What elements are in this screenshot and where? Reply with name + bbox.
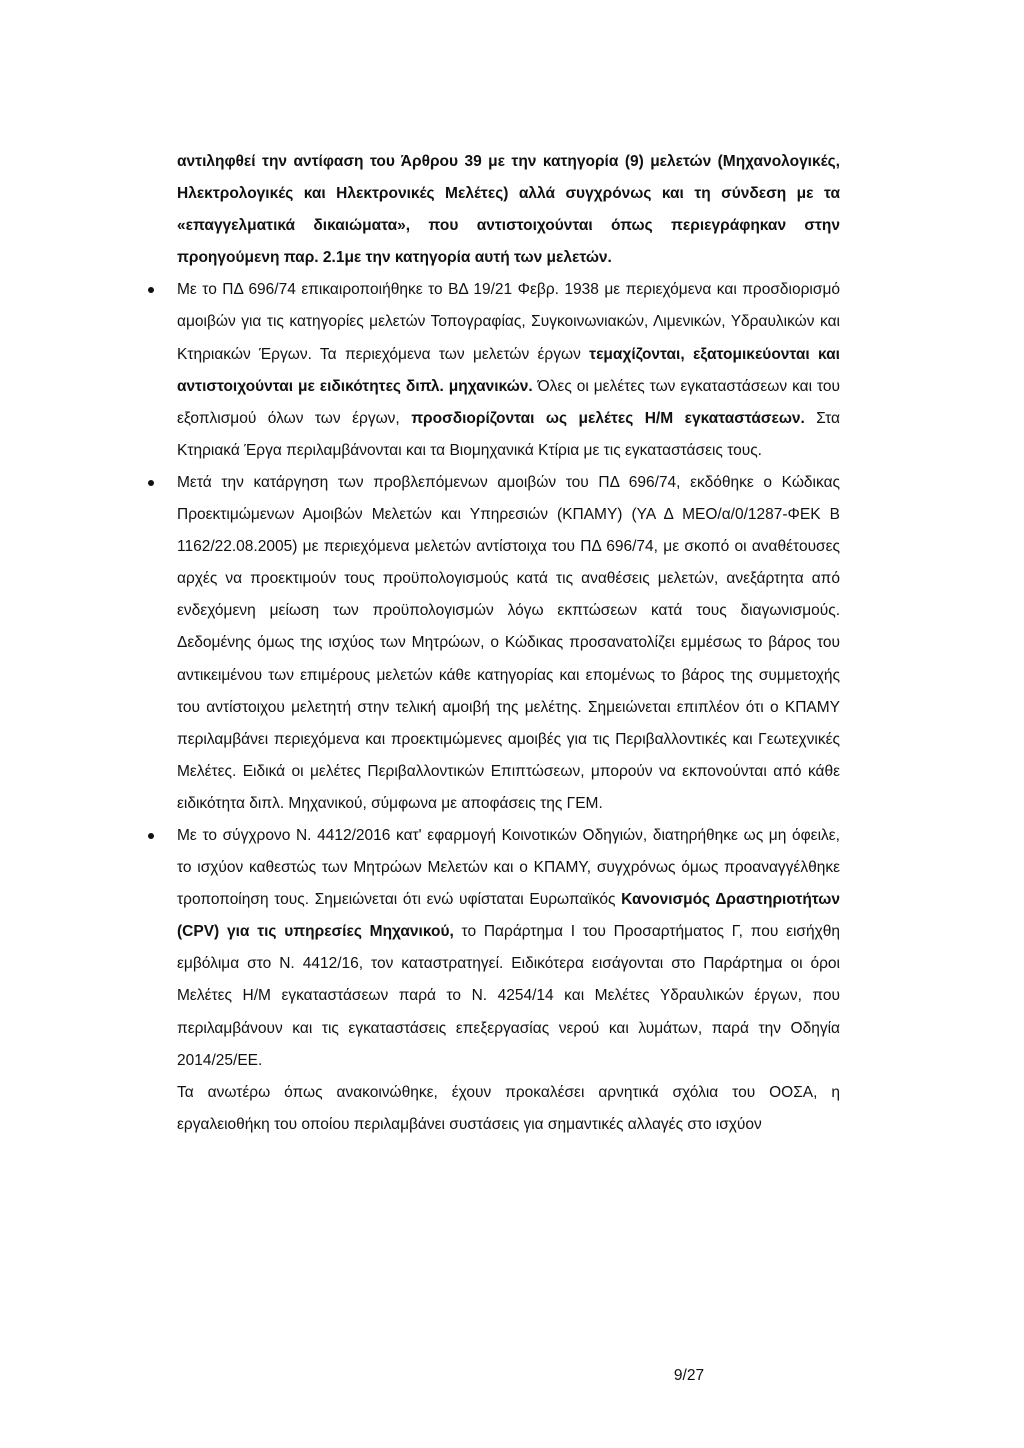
closing-paragraph [177, 1077, 840, 1141]
bullet-1-text-3: Στα Κτηριακά Έργα περιλαμβάνονται και τα Βιομηχανικά Κτίρια με τις εγκαταστάσεις τους. [177, 409, 840, 459]
intro-paragraph-text: αντιληφθεί την αντίφαση του Άρθρου 39 με την κατηγορία (9) μελετών (Μηχανολογικές, Ηλεκτρολογικές και Ηλεκτρονικές Μελέτες) αλλά συγχρόνως και τη σύνδεση με τα «επαγγελματικά δικαιώματα», που αντιστοιχούνται όπως περιεγράφηκαν στην προηγούμενη παρ. 2.1με την κατηγορία αυτή των μελετών. [177, 153, 840, 267]
bullet-item-kpamy [177, 467, 840, 820]
closing-paragraph-text: Τα ανωτέρω όπως ανακοινώθηκε, έχουν προκαλέσει αρνητικά σχόλια του ΟΟΣΑ, η εργαλειοθήκη του οποίου περιλαμβάνει συστάσεις για σημαντικές αλλαγές στο ισχύον [177, 1083, 840, 1133]
bullet-1-text-1: Με το ΠΔ 696/74 επικαιροποιήθηκε το ΒΔ 19/21 Φεβρ. 1938 με περιεχόμενα και προσδιορισμό αμοιβών για τις κατηγορίες μελετών Τοπογραφίας, Συγκοινωνιακών, Λιμενικών, Υδραυλικών και Κτηριακών Έργων. Τα περιεχόμενα των μελετών έργων [177, 281, 840, 363]
bullet-3-text-2: το Παράρτημα Ι του Προσαρτήματος Γ, που εισήχθη εμβόλιμα στο Ν. 4412/16, τον καταστρατηγεί. Ειδικότερα εισάγονται στο Παράρτημα οι όροι Μελέτες Η/Μ εγκαταστάσεων παρά το Ν. 4254/14 και Μελέτες Υδραυλικών έργων, που περιλαμβάνουν και τις εγκαταστάσεις επεξεργασίας νερού και λυμάτων, παρά την Οδηγία 2014/25/ΕΕ. [177, 923, 840, 1069]
bullet-item-pd-696-74 [177, 274, 840, 467]
bullet-item-law-4412-2016 [177, 820, 840, 1077]
bullet-1-text-2: Όλες οι μελέτες των εγκαταστάσεων και του εξοπλισμού όλων των έργων, [177, 377, 840, 427]
bullet-1-bold-1: τεμαχίζονται, εξατομικεύονται και αντιστοιχούνται με ειδικότητες διπλ. μηχανικών. [177, 345, 840, 395]
bullet-3-bold: Κανονισμός Δραστηριοτήτων (CPV) για τις υπηρεσίες Μηχανικού, [177, 891, 840, 941]
document-body [177, 146, 840, 1384]
bullet-1-bold-2: προσδιορίζονται ως μελέτες Η/Μ εγκαταστάσεων. [411, 409, 805, 427]
page-number: 9/27 [673, 1367, 705, 1384]
intro-paragraph [177, 146, 840, 274]
bullet-2-text: Μετά την κατάργηση των προβλεπόμενων αμοιβών του ΠΔ 696/74, εκδόθηκε ο Κώδικας Προεκτιμώμενων Αμοιβών Μελετών και Υπηρεσιών (ΚΠΑΜΥ) (ΥΑ Δ ΜΕΟ/α/0/1287-ΦΕΚ Β 1162/22.08.2005) με περιεχόμενα μελετών αντίστοιχα του ΠΔ 696/74, με σκοπό οι αναθέτουσες αρχές να προεκτιμούν τους προϋπολογισμούς κατά τις αναθέσεις μελετών, ανεξάρτητα από ενδεχόμενη μείωση των προϋπολογισμών λόγω εκπτώσεων κατά τους διαγωνισμούς. Δεδομένης όμως της ισχύος των Μητρώων, ο Κώδικας προσανατολίζει εμμέσως το βάρος του αντικειμένου των επιμέρους μελετών κάθε κατηγορίας και επομένως το βάρος της συμμετοχής του αντίστοιχου μελετητή στην τελική αμοιβή της μελέτης. Σημειώνεται επιπλέον ότι ο ΚΠΑΜΥ περιλαμβάνει περιεχόμενα και προεκτιμώμενες αμοιβές για τις Περιβαλλοντικές και Γεωτεχνικές Μελέτες. Ειδικά οι μελέτες Περιβαλλοντικών Επιπτώσεων, μπορούν να εκπονούνται από κάθε ειδικότητα διπλ. Μηχανικού, σύμφωνα με αποφάσεις της ΓΕΜ. [177, 473, 840, 812]
bullet-3-text-1: Με το σύγχρονο Ν. 4412/2016 κατ' εφαρμογή Κοινοτικών Οδηγιών, διατηρήθηκε ως μη όφειλε, το ισχύον καθεστώς των Μητρώων Μελετών και ο ΚΠΑΜΥ, συγχρόνως όμως προαναγγέλθηκε τροποποίηση τους. Σημειώνεται ότι ενώ υφίσταται Ευρωπαϊκός [177, 826, 840, 909]
